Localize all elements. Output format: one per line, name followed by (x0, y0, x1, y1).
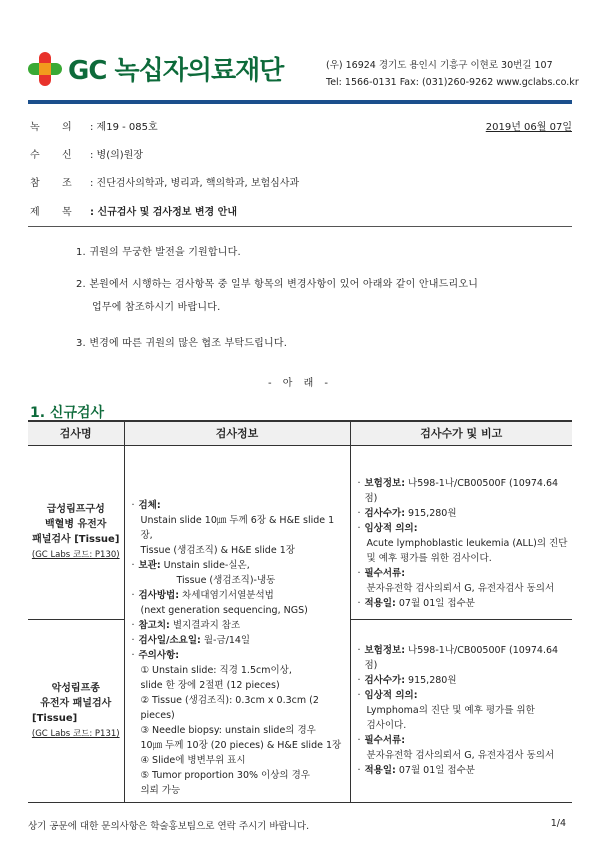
note-line: ④ Slide에 병변부위 표시 (140, 754, 246, 766)
postal-address: (우) 16924 경기도 용인시 기흥구 이현로 30번길 107 (326, 60, 553, 71)
header-test-name: 검사명 (28, 421, 124, 445)
reference: : 진단검사의학과, 병리과, 핵의학과, 보험심사과 (90, 178, 300, 189)
table-header-row (28, 421, 572, 445)
docs-value: 분자유전학 검사의뢰서 G, 유전자검사 동의서 (366, 582, 555, 594)
note-line: ① Unstain slide: 직경 1.5cm이상, (140, 664, 292, 676)
paragraph-2a: 2. 본원에서 시행하는 검사항목 중 일부 항목의 변경사항이 있어 아래와 같이 안내드리오니 (76, 279, 479, 290)
test-name-line: 악성림프종 (51, 682, 100, 694)
header-fee-remarks: 검사수가 및 비고 (350, 421, 572, 445)
subject-rule (28, 226, 572, 227)
reference-value-label: 참고치: (138, 619, 170, 631)
clinical-label: 임상적 의의: (364, 522, 418, 534)
gc-labs-logo (28, 50, 283, 87)
recipient: : 병(의)원장 (90, 150, 143, 161)
subject: : 신규검사 및 검사정보 변경 안내 (90, 207, 237, 218)
below-marker: - 아 래 - (267, 378, 333, 389)
test-name-line: 유전자 패널검사 (40, 697, 112, 709)
note-line: ② Tissue (생검조직): 0.3cm x 0.3cm (2 pieces) (140, 694, 319, 721)
test-name-line: 패널검사 [Tissue] (32, 534, 120, 546)
footer-note: 상기 공문에 대한 문의사항은 학술홍보팀으로 연락 주시기 바랍니다. (28, 821, 310, 832)
test-name-line: 급성림프구성 (46, 504, 105, 516)
apply-label: 적용일: (364, 597, 396, 609)
table-row (28, 445, 572, 619)
storage-value: Unstain slide-실온, (160, 559, 250, 571)
apply-value: 07월 01일 접수분 (395, 597, 475, 609)
paragraph-2b: 업무에 참조하시기 바랍니다. (92, 302, 221, 313)
fee-cell (350, 619, 572, 802)
test-name-line: [Tissue] (32, 712, 78, 724)
storage-value: Tissue (생검조직)-냉동 (176, 574, 276, 586)
clinical-label: 임상적 의의: (364, 690, 418, 702)
specimen-line: Unstain slide 10㎛ 두께 6장 & H&E slide 1장, (140, 514, 335, 541)
method-label: 검사방법: (138, 589, 180, 601)
test-code: (GC Labs 코드: P131) (31, 728, 120, 739)
price-label: 검사수가: (364, 675, 406, 687)
recipient-label-1: 수 (30, 150, 40, 161)
clinical-line: 및 예후 평가를 위한 검사이다. (366, 552, 492, 564)
method-value: (next generation sequencing, NGS) (140, 604, 308, 616)
page-number: 1/4 (550, 818, 566, 829)
apply-label: 적용일: (364, 765, 396, 777)
schedule-label: 검사일/소요일: (138, 634, 201, 646)
specimen-line: Tissue (생검조직) & H&E slide 1장 (140, 544, 295, 556)
schedule-value: 월-금/14일 (200, 634, 251, 646)
doc-number-label-1: 녹 (30, 122, 40, 133)
docs-label: 필수서류: (364, 567, 406, 579)
paragraph-1: 1. 귀원의 무궁한 발전을 기원합니다. (76, 247, 241, 258)
notes-label: 주의사항: (138, 649, 180, 661)
address-block (326, 57, 579, 91)
price-label: 검사수가: (364, 507, 406, 519)
doc-date: 2019년 06월 07일 (485, 122, 572, 133)
test-name-cell (28, 619, 124, 802)
price-value: 915,280원 (405, 675, 457, 687)
insurance-value: 나598-1나/CB00500F (10974.64점) (364, 477, 559, 504)
clinical-line: Lymphoma의 진단 및 예후 평가를 위한 (366, 705, 535, 717)
fee-cell (350, 445, 572, 619)
reference-label-2: 조 (62, 178, 72, 189)
specimen-label: 검체: (138, 499, 161, 511)
new-test-table (28, 420, 572, 803)
insurance-label: 보험정보: (364, 645, 406, 657)
logo-gc-text: GC (68, 56, 107, 86)
note-line: ③ Needle biopsy: unstain slide의 경우 (140, 724, 316, 736)
header-rule (28, 100, 572, 104)
note-line: slide 한 장에 2절편 (12 pieces) (140, 679, 280, 691)
green-cross-icon (28, 52, 62, 86)
paragraph-3: 3. 변경에 따른 귀원의 많은 협조 부탁드립니다. (76, 338, 288, 349)
test-name-line: 백혈병 유전자 (45, 519, 107, 531)
test-code: (GC Labs 코드: P130) (31, 550, 120, 561)
insurance-label: 보험정보: (364, 477, 406, 489)
footer (28, 818, 572, 832)
docs-value: 분자유전학 검사의뢰서 G, 유전자검사 동의서 (366, 750, 555, 762)
clinical-line: Acute lymphoblastic leukemia (ALL)의 진단 (366, 537, 568, 549)
price-value: 915,280원 (405, 507, 457, 519)
recipient-label-2: 신 (62, 150, 72, 161)
reference-value: 별지결과지 참조 (169, 619, 241, 631)
note-line: ⑤ Tumor proportion 30% 이상의 경우 (140, 769, 310, 781)
note-line: 의뢰 가능 (140, 784, 181, 796)
docs-label: 필수서류: (364, 735, 406, 747)
contact-info: Tel: 1566-0131 Fax: (031)260-9262 www.gclabs.co.kr (326, 77, 579, 88)
clinical-line: 검사이다. (366, 720, 407, 732)
note-line: 10㎛ 두께 10장 (20 pieces) & H&E slide 1장 (140, 739, 342, 751)
insurance-value: 나598-1나/CB00500F (10974.64점) (364, 645, 559, 672)
letterhead (0, 0, 600, 104)
section-title: 1. 신규검사 (30, 405, 105, 421)
subject-label-1: 제 (30, 207, 40, 218)
doc-number-label-2: 의 (62, 122, 72, 133)
doc-number: : 제19 - 085호 (90, 122, 158, 133)
logo-name-text: 녹십자의료재단 (114, 56, 284, 86)
test-name-cell (28, 445, 124, 619)
storage-label: 보관: (138, 559, 161, 571)
header-test-info: 검사정보 (124, 421, 350, 445)
method-value: 차세대염기서열분석법 (179, 589, 274, 601)
subject-label-2: 목 (62, 207, 72, 218)
apply-value: 07월 01일 접수분 (395, 765, 475, 777)
test-info-cell (124, 445, 350, 802)
reference-label-1: 참 (30, 178, 40, 189)
